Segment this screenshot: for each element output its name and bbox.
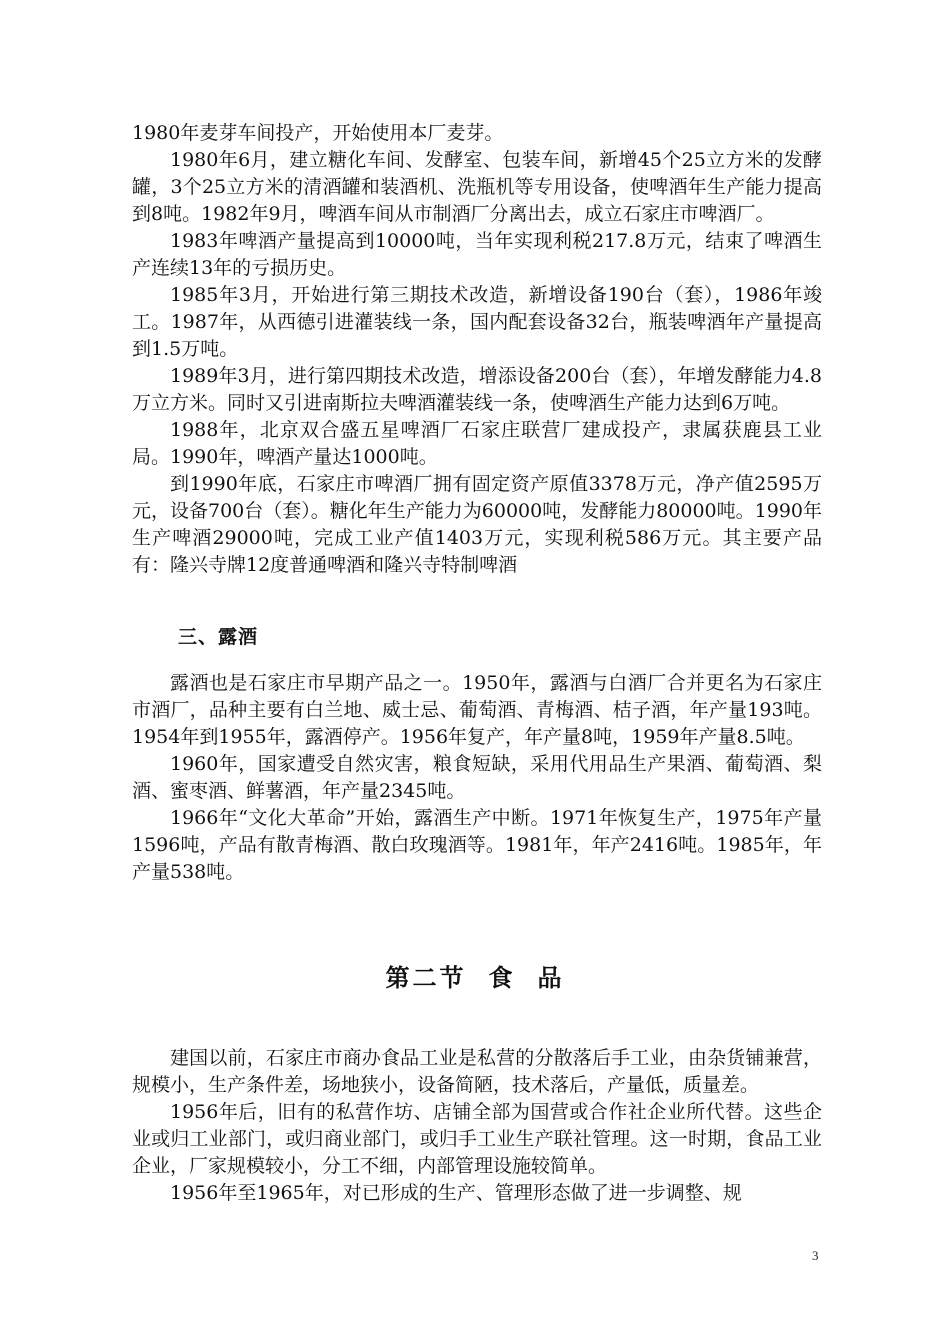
chapter-title-word-2: 品 bbox=[537, 964, 565, 992]
paragraph: 1980年麦芽车间投产，开始使用本厂麦芽。 bbox=[132, 122, 504, 144]
chapter-title-number: 第二节 bbox=[385, 964, 467, 992]
paragraph: 1980年6月，建立糖化车间、发酵室、包装车间，新增45个25立方米的发酵罐，3个25立方米的清酒罐和装酒机、洗瓶机等专用设备，使啤酒年生产能力提高到8吨。1982年9月，啤酒车间从市制酒厂分离出去，成立石家庄市啤酒厂。 bbox=[132, 149, 822, 225]
chapter-title bbox=[0, 958, 950, 993]
paragraph: 1989年3月，进行第四期技术改造，增添设备200台（套），年增发酵能力4.8万立方米。同时又引进南斯拉夫啤酒灌装线一条，使啤酒生产能力达到6万吨。 bbox=[132, 365, 822, 414]
beer-history-text bbox=[132, 120, 822, 579]
paragraph: 1983年啤酒产量提高到10000吨，当年实现利税217.8万元，结束了啤酒生产连续13年的亏损历史。 bbox=[132, 230, 822, 279]
paragraph: 1956年至1965年，对已形成的生产、管理形态做了进一步调整、规 bbox=[170, 1182, 742, 1204]
paragraph: 1960年，国家遭受自然灾害，粮食短缺，采用代用品生产果酒、葡萄酒、梨酒、蜜枣酒、鲜薯酒，年产量2345吨。 bbox=[132, 753, 822, 802]
paragraph: 1956年后，旧有的私营作坊、店铺全部为国营或合作社企业所代替。这些企业或归工业部门，或归商业部门，或归手工业生产联社管理。这一时期，食品工业企业，厂家规模较小，分工不细，内部管理设施较简单。 bbox=[132, 1101, 822, 1177]
paragraph: 1966年“文化大革命”开始，露酒生产中断。1971年恢复生产，1975年产量1596吨，产品有散青梅酒、散白玫瑰酒等。1981年，年产2416吨。1985年，年产量538吨。 bbox=[132, 807, 822, 883]
page-number: 3 bbox=[812, 1248, 819, 1263]
paragraph: 到1990年底，石家庄市啤酒厂拥有固定资产原值3378万元，净产值2595万元，设备700台（套）。糖化年生产能力为60000吨，发酵能力80000吨。1990年生产啤酒29000吨，完成工业产值1403万元，实现利税586万元。其主要产品有：隆兴寺牌12度普通啤酒和隆兴寺特制啤酒 bbox=[132, 473, 823, 576]
paragraph: 建国以前，石家庄市商办食品工业是私营的分散落后手工业，由杂货铺兼营，规模小，生产条件差，场地狭小，设备简陋，技术落后，产量低，质量差。 bbox=[132, 1047, 822, 1096]
paragraph: 1985年3月，开始进行第三期技术改造，新增设备190台（套），1986年竣工。1987年，从西德引进灌装线一条，国内配套设备32台，瓶装啤酒年产量提高到1.5万吨。 bbox=[132, 284, 822, 360]
paragraph: 露酒也是石家庄市早期产品之一。1950年，露酒与白酒厂合并更名为石家庄市酒厂，品种主要有白兰地、威士忌、葡萄酒、青梅酒、桔子酒，年产量193吨。1954年到1955年，露酒停产。1956年复产，年产量8吨，1959年产量8.5吨。 bbox=[132, 672, 822, 748]
lujiu-text bbox=[132, 670, 822, 886]
chapter-title-word-1: 食 bbox=[488, 964, 516, 992]
food-industry-text bbox=[132, 1045, 822, 1207]
section-heading-lujiu: 三、露酒 bbox=[178, 626, 259, 648]
paragraph: 1988年，北京双合盛五星啤酒厂石家庄联营厂建成投产，隶属获鹿县工业局。1990年，啤酒产量达1000吨。 bbox=[132, 419, 822, 468]
